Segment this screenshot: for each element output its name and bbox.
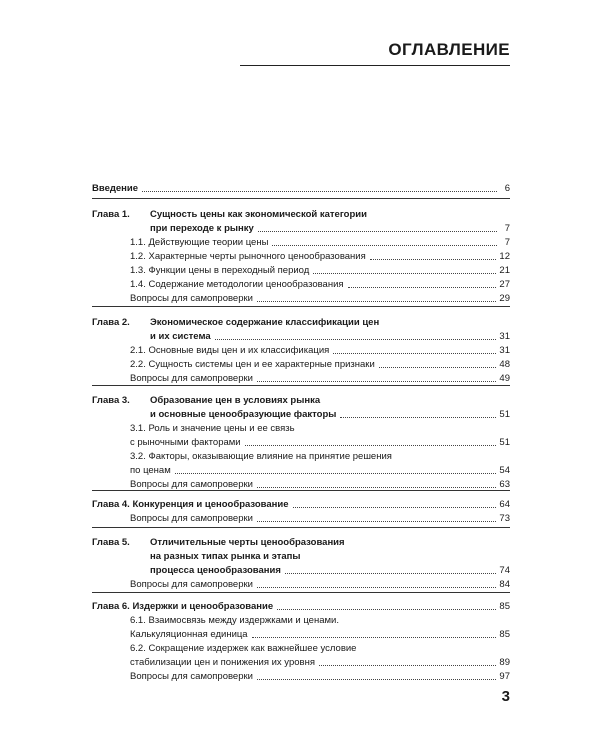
toc-entry-3-1[interactable] xyxy=(92,434,510,449)
toc-entry-label: Вопросы для самопроверки xyxy=(130,373,253,384)
leader-dots xyxy=(379,367,497,368)
chapter-title-cont: при переходе к рынку xyxy=(150,223,254,234)
page-number: 3 xyxy=(501,688,510,705)
toc-entry-2-2[interactable] xyxy=(92,356,510,371)
chapter-title: Издержки и ценообразование xyxy=(132,601,274,612)
chapter-title-cont: на разных типах рынка и этапы xyxy=(150,551,301,562)
leader-dots xyxy=(142,191,497,192)
chapter-1-heading[interactable] xyxy=(92,206,510,221)
leader-dots xyxy=(257,521,496,522)
toc-entry-label: 1.1. Действующие теории цены xyxy=(130,237,269,248)
toc-entry-label: 6.2. Сокращение издержек как важнейшее условие xyxy=(130,643,357,654)
chapter-title: Сущность цены как экономической категории xyxy=(150,209,367,220)
toc-page-number: 84 xyxy=(499,579,510,590)
toc-page-number: 6 xyxy=(504,183,510,194)
section-divider xyxy=(92,306,510,307)
leader-dots xyxy=(272,245,497,246)
toc-entry-1-2[interactable] xyxy=(92,248,510,263)
toc-entry-chapter-1[interactable] xyxy=(92,220,510,235)
toc-entry-chapter-3[interactable] xyxy=(92,406,510,421)
leader-dots xyxy=(257,587,496,588)
toc-entry-label: 3.1. Роль и значение цены и ее связь xyxy=(130,423,295,434)
toc-entry-questions-2[interactable] xyxy=(92,370,510,385)
toc-page-number: 27 xyxy=(499,279,510,290)
leader-dots xyxy=(333,353,496,354)
chapter-number: Глава 1. xyxy=(92,209,130,220)
toc-entry-label: Введение xyxy=(92,183,139,194)
chapter-title: Экономическое содержание классификации цен xyxy=(150,317,380,328)
chapter-title-cont: и основные ценообразующие факторы xyxy=(150,409,337,420)
toc-entry-label: 1.3. Функции цены в переходный период xyxy=(130,265,310,276)
toc-entry-label: Вопросы для самопроверки xyxy=(130,671,253,682)
leader-dots xyxy=(348,287,497,288)
toc-entry-chapter-5[interactable] xyxy=(92,562,510,577)
toc-page-number: 48 xyxy=(499,359,510,370)
toc-entry-2-1[interactable] xyxy=(92,342,510,357)
toc-page-number: 51 xyxy=(499,409,510,420)
toc-entry-label: 2.2. Сущность системы цен и ее характерные признаки xyxy=(130,359,375,370)
toc-page-number: 74 xyxy=(499,565,510,576)
toc-entry-questions-1[interactable] xyxy=(92,290,510,305)
toc-entry-label: стабилизации цен и понижения их уровня xyxy=(130,657,315,668)
toc-page-number: 64 xyxy=(499,499,510,510)
toc-entry-label: 2.1. Основные виды цен и их классификация xyxy=(130,345,330,356)
leader-dots xyxy=(257,381,496,382)
chapter-title-cont: и их система xyxy=(150,331,211,342)
toc-entry-label: Вопросы для самопроверки xyxy=(130,579,253,590)
toc-page-number: 21 xyxy=(499,265,510,276)
leader-dots xyxy=(340,417,496,418)
leader-dots xyxy=(313,273,496,274)
leader-dots xyxy=(258,231,497,232)
leader-dots xyxy=(319,665,496,666)
toc-page-number: 85 xyxy=(499,629,510,640)
toc-page-number: 7 xyxy=(504,237,510,248)
toc-entry-questions-3[interactable] xyxy=(92,476,510,491)
toc-entry-label: с рыночными факторами xyxy=(130,437,241,448)
section-divider xyxy=(92,490,510,491)
toc-entry-3-1-line1[interactable] xyxy=(92,420,510,435)
section-divider xyxy=(92,527,510,528)
toc-entry-chapter-4[interactable] xyxy=(92,496,510,511)
toc-entry-label: Калькуляционная единица xyxy=(130,629,248,640)
section-divider xyxy=(92,592,510,593)
chapter-3-heading[interactable] xyxy=(92,392,510,407)
toc-entry-label: Вопросы для самопроверки xyxy=(130,479,253,490)
toc-page-number: 29 xyxy=(499,293,510,304)
toc-entry-3-2[interactable] xyxy=(92,462,510,477)
toc-entry-1-1[interactable] xyxy=(92,234,510,249)
toc-page-number: 73 xyxy=(499,513,510,524)
chapter-title: Конкуренция и ценообразование xyxy=(132,499,289,510)
toc-entry-6-2[interactable] xyxy=(92,654,510,669)
toc-page-number: 89 xyxy=(499,657,510,668)
toc-entry-label: 1.2. Характерные черты рыночного ценообразования xyxy=(130,251,366,262)
chapter-number: Глава 4. xyxy=(92,499,130,510)
leader-dots xyxy=(252,637,497,638)
chapter-5-heading[interactable] xyxy=(92,534,510,549)
chapter-5-heading-line2[interactable] xyxy=(92,548,510,563)
toc-entry-label: по ценам xyxy=(130,465,171,476)
toc-page-number: 31 xyxy=(499,331,510,342)
toc-page-number: 97 xyxy=(499,671,510,682)
leader-dots xyxy=(257,679,496,680)
toc-page-number: 51 xyxy=(499,437,510,448)
leader-dots xyxy=(277,609,496,610)
chapter-title: Отличительные черты ценообразования xyxy=(150,537,345,548)
toc-page-number: 85 xyxy=(499,601,510,612)
toc-entry-label: 6.1. Взаимосвязь между издержками и ценами. xyxy=(130,615,339,626)
toc-entry-6-2-line1[interactable] xyxy=(92,640,510,655)
toc-entry-1-3[interactable] xyxy=(92,262,510,277)
toc-entry-3-2-line1[interactable] xyxy=(92,448,510,463)
toc-entry-6-1-line1[interactable] xyxy=(92,612,510,627)
chapter-number: Глава 6. xyxy=(92,601,130,612)
chapter-title-cont: процесса ценообразования xyxy=(150,565,281,576)
toc-entry-chapter-6[interactable] xyxy=(92,598,510,613)
chapter-2-heading[interactable] xyxy=(92,314,510,329)
toc-page-number: 49 xyxy=(499,373,510,384)
toc-entry-label: 1.4. Содержание методологии ценообразования xyxy=(130,279,344,290)
leader-dots xyxy=(175,473,497,474)
toc-entry-chapter-2[interactable] xyxy=(92,328,510,343)
section-divider xyxy=(92,385,510,386)
leader-dots xyxy=(245,445,497,446)
toc-entry-questions-4[interactable] xyxy=(92,510,510,525)
toc-page-number: 63 xyxy=(499,479,510,490)
chapter-number: Глава 2. xyxy=(92,317,130,328)
leader-dots xyxy=(370,259,497,260)
toc-page-number: 7 xyxy=(504,223,510,234)
toc-entry-label: Вопросы для самопроверки xyxy=(130,513,253,524)
toc-entry-questions-6[interactable] xyxy=(92,668,510,683)
toc-page-number: 12 xyxy=(499,251,510,262)
toc-entry-intro[interactable] xyxy=(92,180,510,195)
toc-entry-questions-5[interactable] xyxy=(92,576,510,591)
toc-entry-label: 3.2. Факторы, оказывающие влияние на принятие решения xyxy=(130,451,392,462)
chapter-number: Глава 5. xyxy=(92,537,130,548)
page-title: ОГЛАВЛЕНИЕ xyxy=(388,40,510,59)
toc-entry-label: Вопросы для самопроверки xyxy=(130,293,253,304)
leader-dots xyxy=(257,487,496,488)
toc-entry-1-4[interactable] xyxy=(92,276,510,291)
toc-page-number: 31 xyxy=(499,345,510,356)
leader-dots xyxy=(215,339,497,340)
leader-dots xyxy=(257,301,496,302)
toc-page-number: 54 xyxy=(499,465,510,476)
section-divider xyxy=(92,198,510,199)
leader-dots xyxy=(293,507,497,508)
toc-entry-6-1[interactable] xyxy=(92,626,510,641)
chapter-number: Глава 3. xyxy=(92,395,130,406)
leader-dots xyxy=(285,573,497,574)
title-rule xyxy=(240,65,510,66)
chapter-title: Образование цен в условиях рынка xyxy=(150,395,321,406)
